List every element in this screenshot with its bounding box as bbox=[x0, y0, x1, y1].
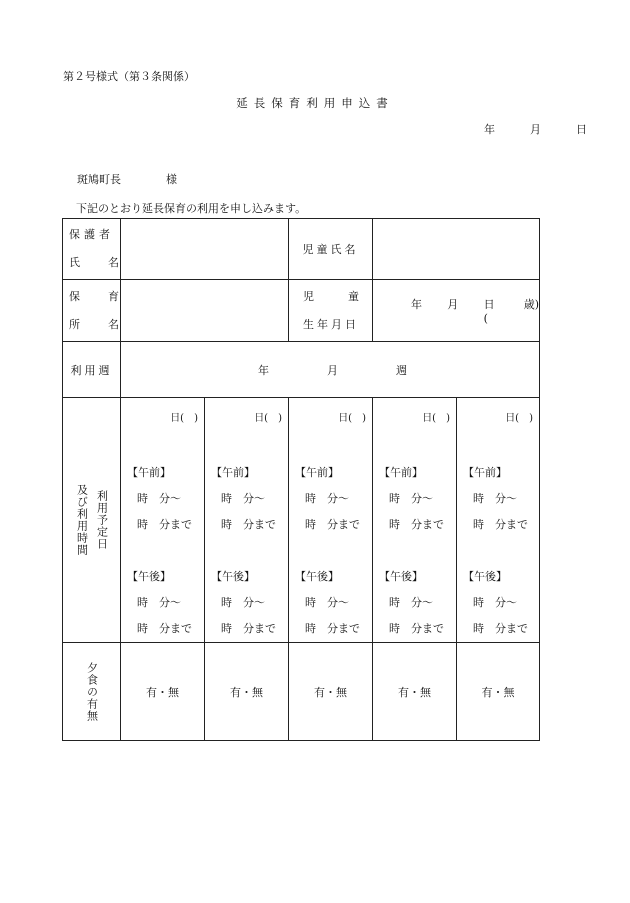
am-from: 時 分〜 bbox=[473, 492, 517, 505]
dinner-choice[interactable]: 有・無 bbox=[121, 643, 205, 741]
am-label: 【午前】 bbox=[295, 466, 339, 479]
am-to: 時 分まで bbox=[221, 518, 276, 531]
addressee-honorific: 様 bbox=[166, 173, 177, 186]
day-label: 日( ) bbox=[505, 413, 533, 424]
document-title: 延長保育利用申込書 bbox=[236, 96, 394, 110]
school-label bbox=[63, 280, 121, 342]
birth-label-1b: 童 bbox=[348, 289, 359, 303]
am-from: 時 分〜 bbox=[389, 492, 433, 505]
dinner-choice[interactable]: 有・無 bbox=[289, 643, 373, 741]
school-name-field[interactable] bbox=[121, 280, 289, 342]
day-cell[interactable] bbox=[205, 398, 289, 643]
am-from: 時 分〜 bbox=[221, 492, 265, 505]
row-dinner bbox=[63, 643, 540, 741]
am-label: 【午前】 bbox=[379, 466, 423, 479]
school-label-2b: 名 bbox=[108, 317, 119, 331]
birth-age: 歳) bbox=[523, 298, 540, 311]
birth-label-2: 生年月日 bbox=[303, 317, 359, 331]
day-cell[interactable] bbox=[121, 398, 205, 643]
day-label: 日( ) bbox=[254, 413, 282, 424]
pm-label: 【午後】 bbox=[127, 570, 171, 583]
pm-from: 時 分〜 bbox=[389, 596, 433, 609]
birth-month: 月 bbox=[447, 298, 459, 311]
addressee-name: 斑鳩町長 bbox=[77, 173, 121, 186]
am-label: 【午前】 bbox=[463, 466, 507, 479]
am-to: 時 分まで bbox=[137, 518, 192, 531]
day-label: 日( ) bbox=[170, 413, 198, 424]
pm-from: 時 分〜 bbox=[305, 596, 349, 609]
pm-to: 時 分まで bbox=[137, 622, 192, 635]
dinner-choice[interactable]: 有・無 bbox=[457, 643, 540, 741]
week-label: 利用週 bbox=[63, 342, 121, 398]
dinner-label-cell bbox=[63, 643, 121, 741]
day-cell[interactable] bbox=[289, 398, 373, 643]
am-label: 【午前】 bbox=[211, 466, 255, 479]
week-year: 年 bbox=[258, 363, 269, 377]
pm-label: 【午後】 bbox=[295, 570, 339, 583]
pm-to: 時 分まで bbox=[305, 622, 360, 635]
guardian-label-2a: 氏 bbox=[69, 256, 80, 269]
day-cell[interactable] bbox=[457, 398, 540, 643]
child-name-field[interactable] bbox=[373, 219, 540, 280]
pm-from: 時 分〜 bbox=[137, 596, 181, 609]
day-label: 日( ) bbox=[422, 413, 450, 424]
dinner-label: 夕食の有無 bbox=[85, 661, 99, 722]
application-date bbox=[484, 121, 587, 137]
am-to: 時 分まで bbox=[473, 518, 528, 531]
addressee bbox=[77, 171, 177, 187]
school-label-2a: 所 bbox=[69, 317, 80, 331]
birthdate-field[interactable] bbox=[373, 280, 540, 342]
am-from: 時 分〜 bbox=[305, 492, 349, 505]
row-schedule bbox=[63, 398, 540, 643]
guardian-label-line1: 保護者 bbox=[69, 228, 114, 241]
form-number: 第２号様式（第３条関係） bbox=[63, 70, 195, 83]
birth-label-1a: 児 bbox=[303, 289, 314, 303]
day-label: 日( ) bbox=[338, 413, 366, 424]
week-field[interactable] bbox=[121, 342, 540, 398]
am-to: 時 分まで bbox=[389, 518, 444, 531]
dinner-choice[interactable]: 有・無 bbox=[205, 643, 289, 741]
pm-from: 時 分〜 bbox=[473, 596, 517, 609]
guardian-label-2b: 名 bbox=[108, 256, 119, 269]
pm-to: 時 分まで bbox=[473, 622, 528, 635]
row-guardian bbox=[63, 219, 540, 280]
am-to: 時 分まで bbox=[305, 518, 360, 531]
birth-year: 年 bbox=[411, 298, 422, 311]
week-week: 週 bbox=[396, 363, 407, 377]
pm-from: 時 分〜 bbox=[221, 596, 265, 609]
pm-label: 【午後】 bbox=[379, 570, 423, 583]
birth-day: 日( bbox=[483, 298, 495, 325]
row-week bbox=[63, 342, 540, 398]
date-year: 年 bbox=[484, 123, 495, 136]
planned-label-a: 利用予定日 bbox=[95, 490, 109, 550]
guardian-name-field[interactable] bbox=[121, 219, 289, 280]
day-cell[interactable] bbox=[373, 398, 457, 643]
birthdate-label bbox=[289, 280, 373, 342]
pm-label: 【午後】 bbox=[463, 570, 507, 583]
row-school bbox=[63, 280, 540, 342]
planned-label bbox=[63, 398, 121, 643]
application-table bbox=[62, 218, 540, 741]
intro-text: 下記のとおり延長保育の利用を申し込みます。 bbox=[76, 202, 307, 215]
planned-label-b: 及び利用時間 bbox=[75, 484, 89, 556]
school-label-1b: 育 bbox=[108, 289, 119, 303]
school-label-1a: 保 bbox=[69, 289, 80, 303]
date-day: 日 bbox=[576, 123, 587, 136]
am-from: 時 分〜 bbox=[137, 492, 181, 505]
week-month: 月 bbox=[327, 363, 338, 377]
guardian-label bbox=[63, 219, 121, 280]
pm-to: 時 分まで bbox=[389, 622, 444, 635]
pm-to: 時 分まで bbox=[221, 622, 276, 635]
am-label: 【午前】 bbox=[127, 466, 171, 479]
date-month: 月 bbox=[530, 123, 541, 136]
dinner-choice[interactable]: 有・無 bbox=[373, 643, 457, 741]
pm-label: 【午後】 bbox=[211, 570, 255, 583]
child-name-label: 児童氏名 bbox=[289, 219, 373, 280]
